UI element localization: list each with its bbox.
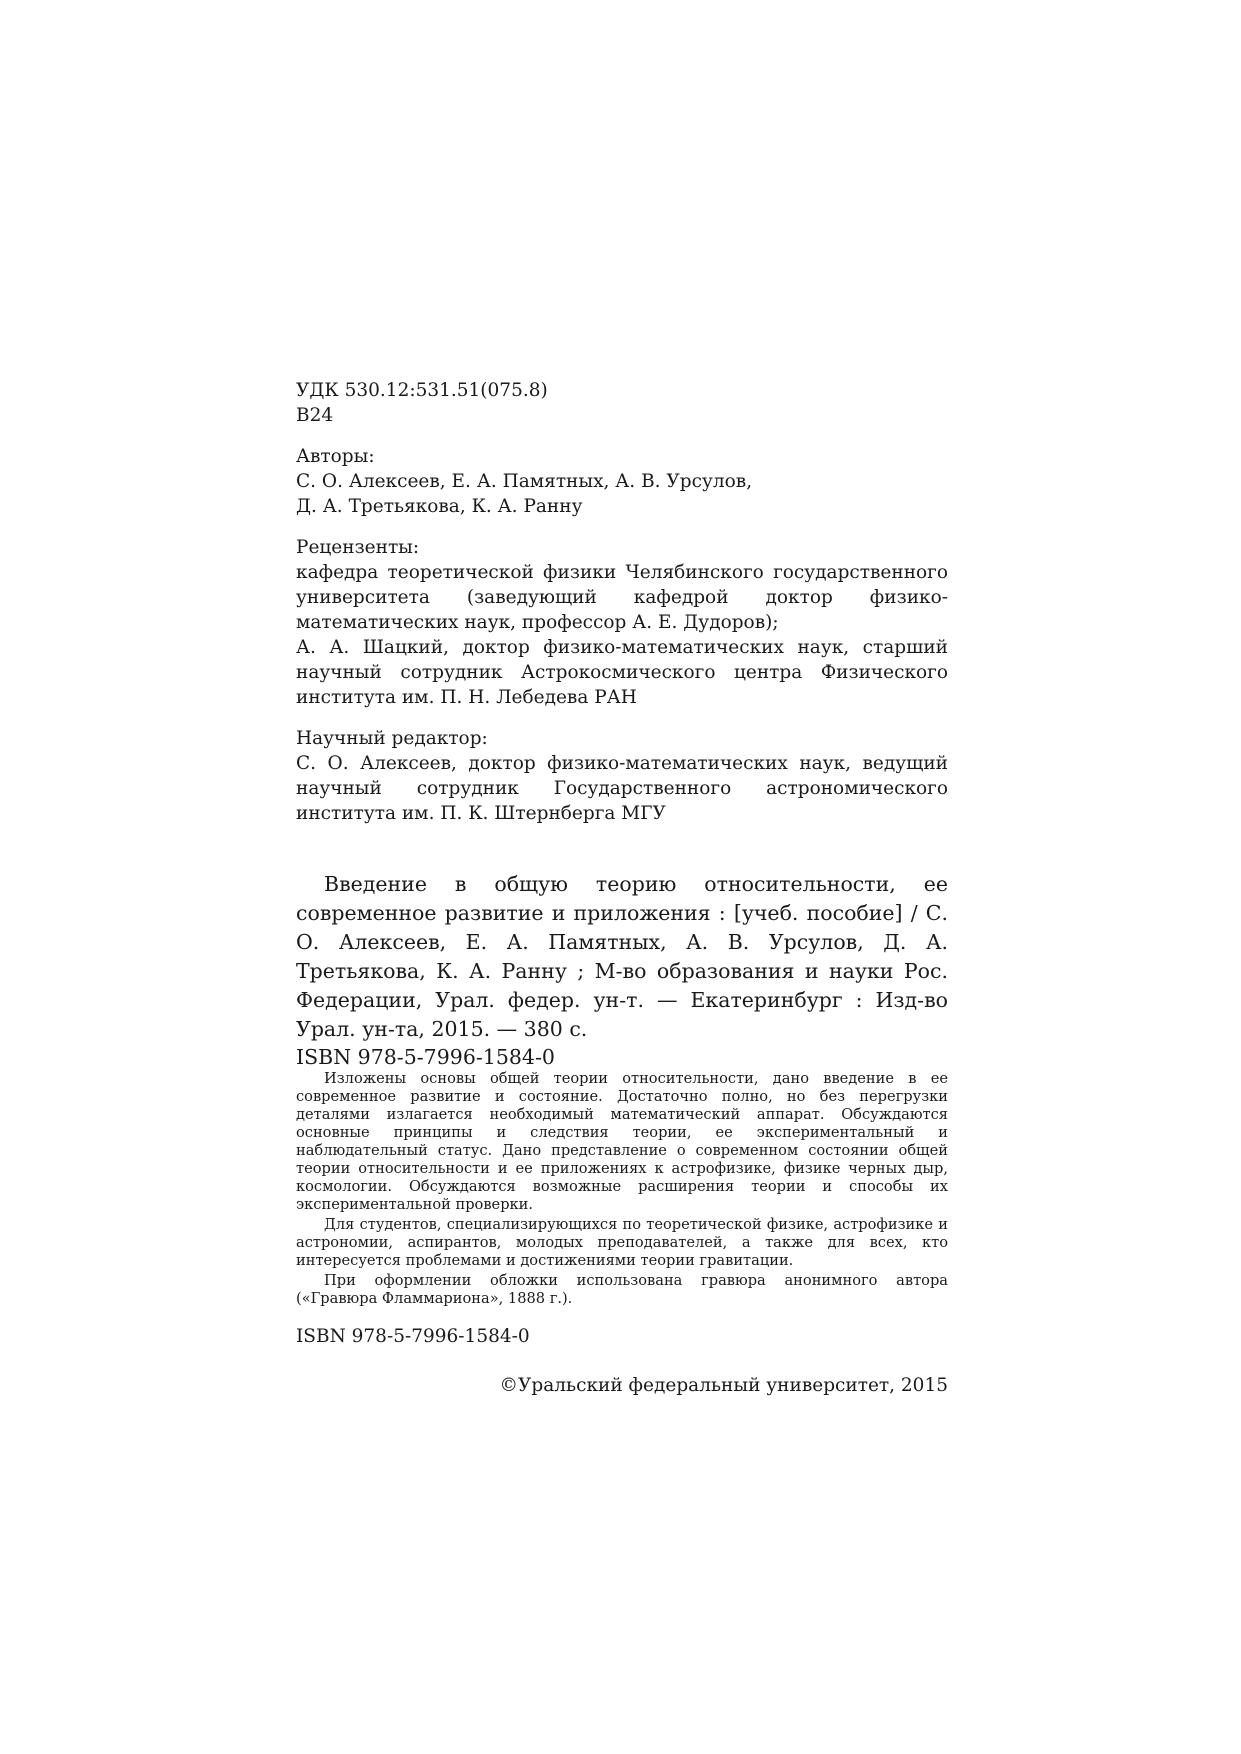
isbn: ISBN 978-5-7996-1584-0 [296, 1326, 530, 1347]
authors-line-1: С. О. Алексеев, Е. А. Памятных, А. В. Урсулов, [296, 471, 753, 492]
cover-note: При оформлении обложки использована гравюра анонимного автора («Гравюра Фламмариона», 1888 г.). [296, 1272, 948, 1307]
annotation-paragraph-1: Изложены основы общей теории относительности, дано введение в ее современное развитие и состояние. Достаточно полно, но без перегрузки деталями излагается необходимый математический аппарат. Обсуждаются основные принципы и следствия теории, ее экспериментальный и наблюдательный статус. Дано представление о современном состоянии общей теории относительности и ее приложениях к астрофизике, физике черных дыр, космологии. Обсуждаются возможные расширения теории и способы их экспериментальной проверки. [296, 1070, 948, 1213]
reviewers-block [296, 535, 948, 710]
annotation-paragraph-2: Для студентов, специализирующихся по теоретической физике, астрофизике и астрономии, аспирантов, молодых преподавателей, а также для всех, кто интересуется проблемами и достижениями теории гравитации. [296, 1216, 948, 1269]
authors-line-2: Д. А. Третьякова, К. А. Ранну [296, 496, 583, 517]
editor-text: С. О. Алексеев, доктор физико-математических наук, ведущий научный сотрудник Государственного астрономического института им. П. К. Штернберга МГУ [296, 753, 948, 824]
editor-label: Научный редактор: [296, 728, 488, 749]
reviewer-department: кафедра теоретической физики Челябинского государственного университета (заведующий кафедрой доктор физико-математических наук, профессор А. Е. Дудоров); [296, 562, 948, 633]
biblio-description: Введение в общую теорию относительности, ее современное развитие и приложения : [учеб. пособие] / С. О. Алексеев, Е. А. Памятных, А. В. Урсулов, Д. А. Третьякова, К. А. Ранну ; М-во образования и науки Рос. Федерации, Урал. федер. ун-т. — Екатеринбург : Изд-во Урал. ун-та, 2015. — 380 с. [296, 872, 948, 1041]
authors-label: Авторы: [296, 446, 375, 467]
bbk-code: В24 [296, 405, 334, 426]
bibliographic-record [296, 870, 948, 1070]
editor-block [296, 726, 948, 826]
authors-block [296, 444, 948, 519]
reviewers-label: Рецензенты: [296, 537, 420, 558]
classification-block [296, 378, 948, 428]
imprint-page [296, 378, 948, 1398]
udk-code: УДК 530.12:531.51(075.8) [296, 380, 548, 401]
reviewer-person: А. А. Шацкий, доктор физико-математических наук, старший научный сотрудник Астрокосмического центра Физического института им. П. Н. Лебедева РАН [296, 637, 948, 708]
biblio-isbn: ISBN 978-5-7996-1584-0 [296, 1045, 555, 1069]
copyright: ©Уральский федеральный университет, 2015 [499, 1375, 948, 1396]
